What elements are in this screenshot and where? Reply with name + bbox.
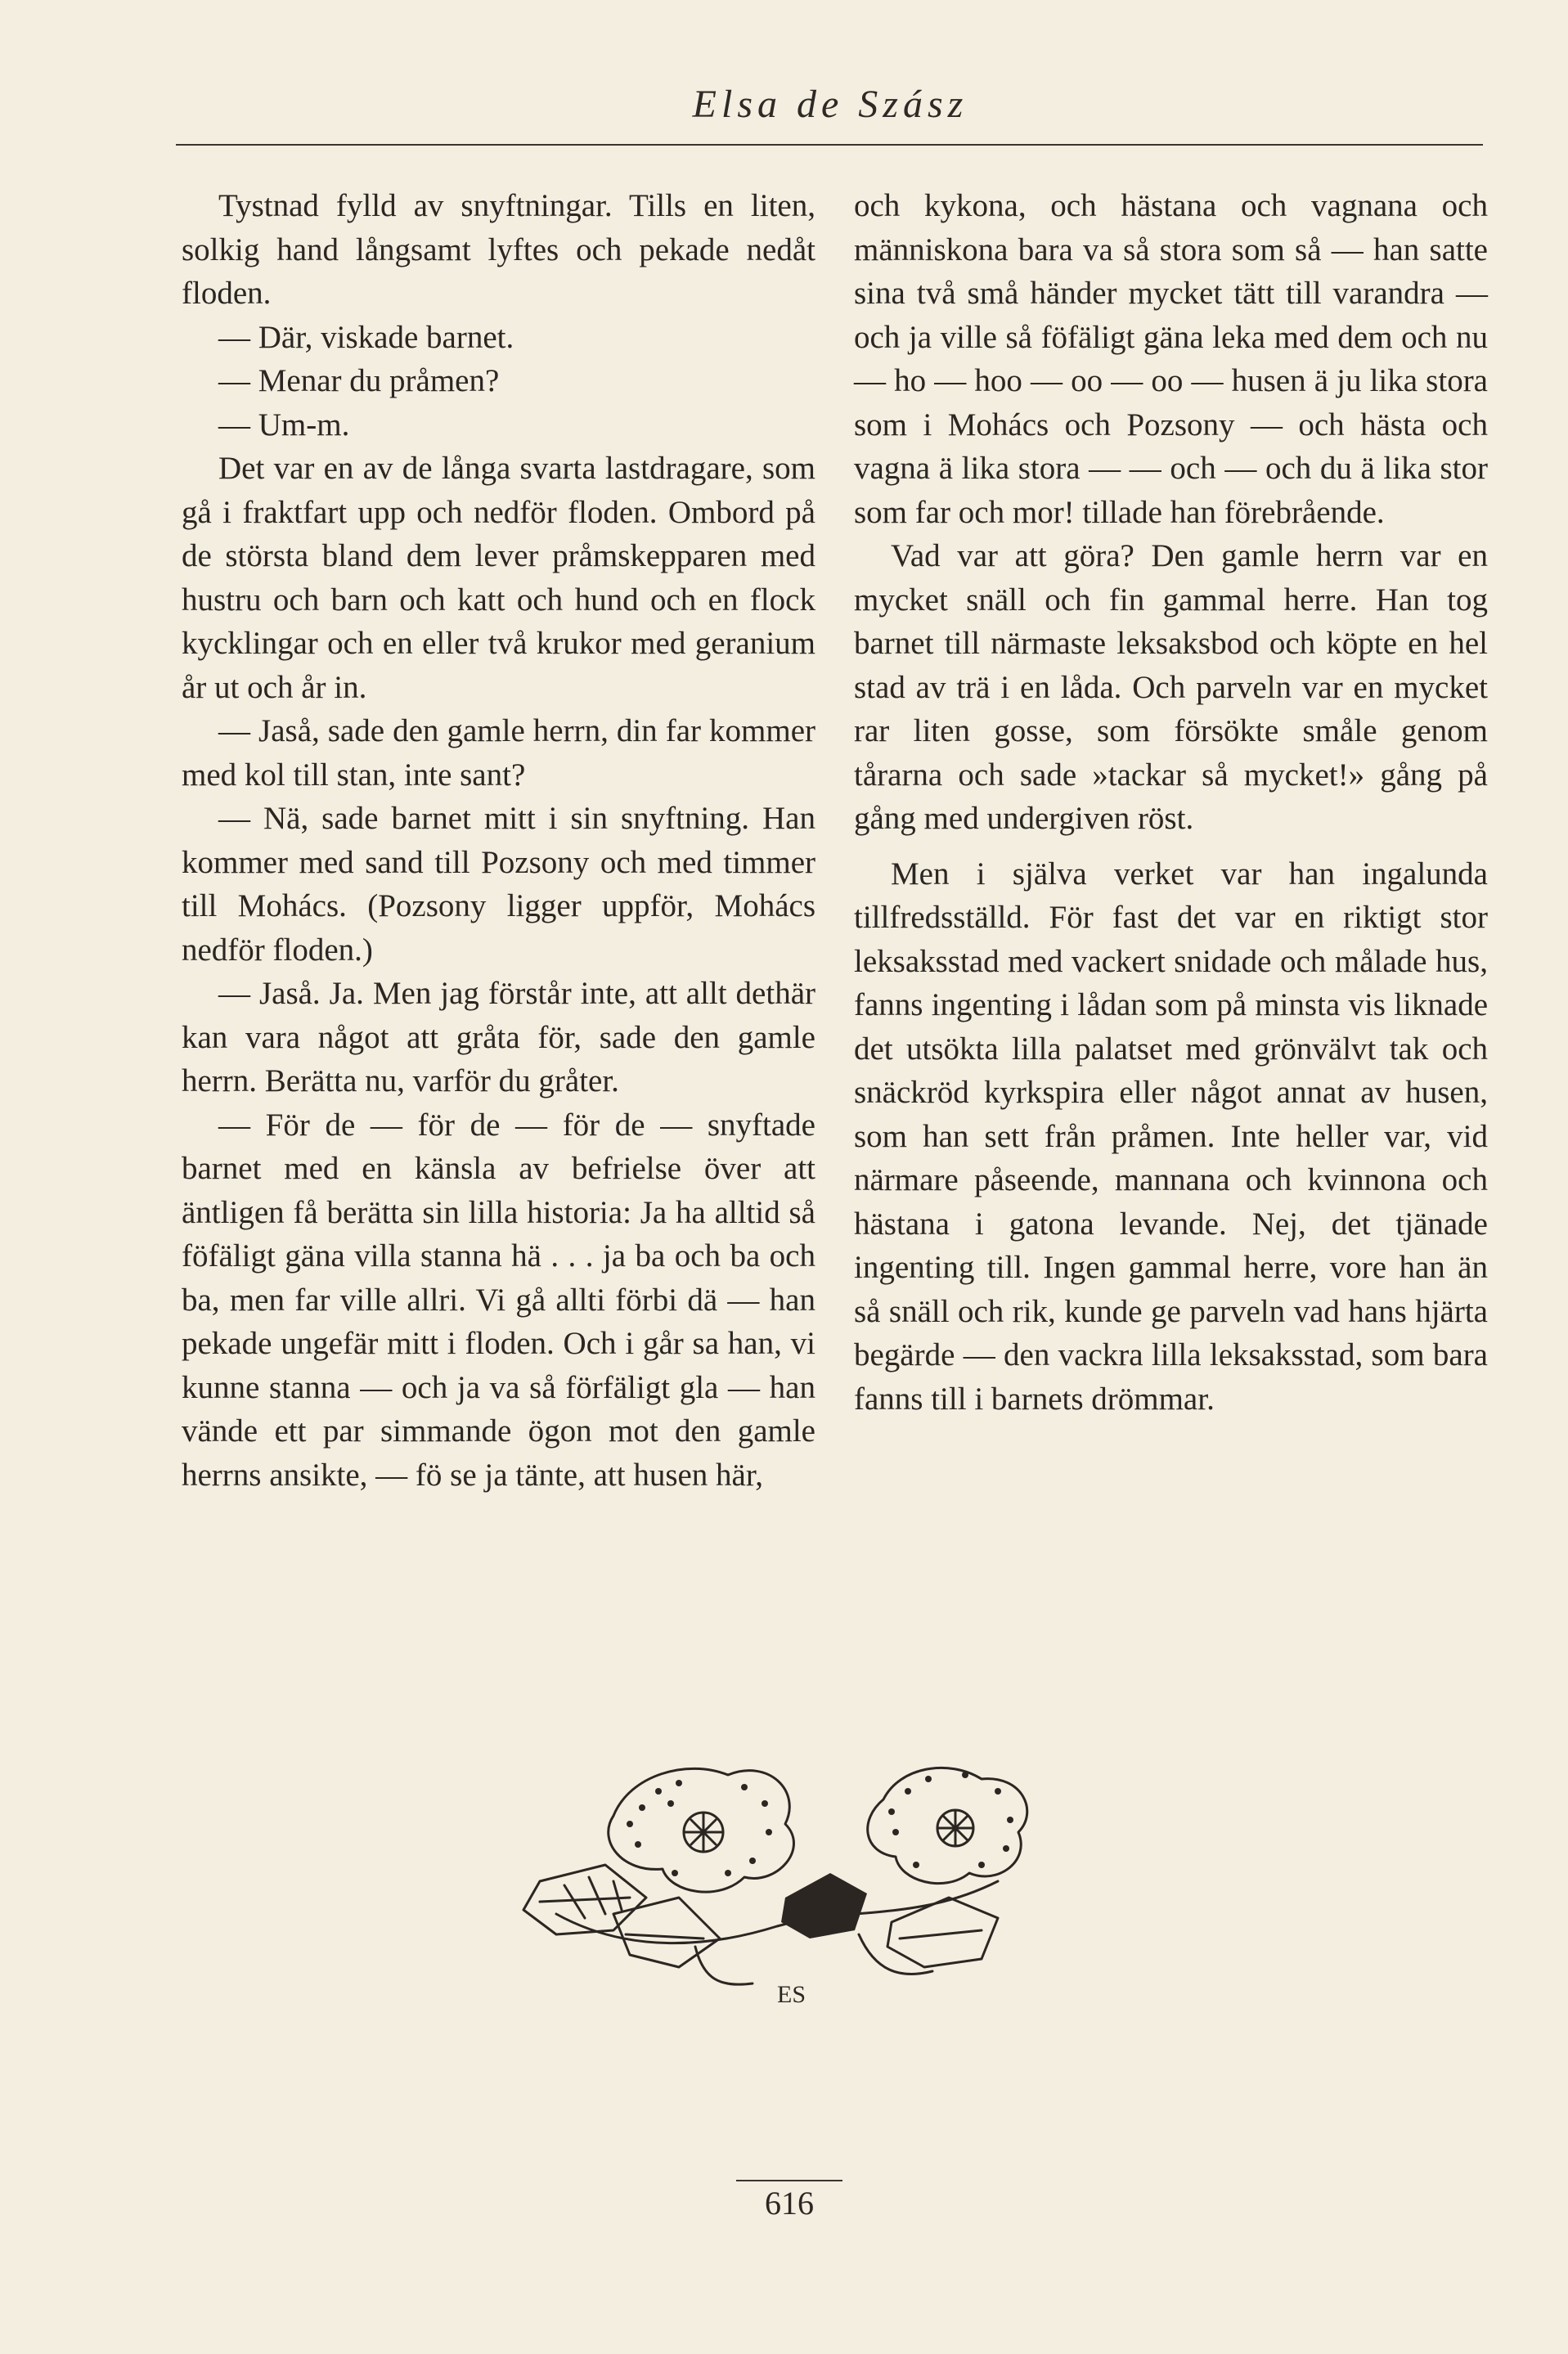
- paragraph: — Jaså. Ja. Men jag förstår inte, att allt dethär kan vara något att gråta för, sade den gamle herrn. Berätta nu, varför du gråter.: [182, 976, 815, 1098]
- header-rule: [176, 144, 1483, 146]
- paragraph: Vad var att göra? Den gamle herrn var en mycket snäll och fin gammal herre. Han tog barnet till närmaste leksaksbod och köpte en hel stad av trä i en låda. Och parveln var en mycket rar liten gosse, som försökte småle genom tårarna och sade »tackar så mycket!» gång på gång med undergiven röst.: [854, 538, 1488, 836]
- paragraph: Det var en av de långa svarta lastdragare, som gå i fraktfart upp och nedför floden. Ombord på de största bland dem lever pråmskepparen med hustru och barn och katt och hund och en flock kycklingar och en eller två krukor med geranium år ut och år in.: [182, 451, 815, 705]
- paragraph: — Nä, sade barnet mitt i sin snyftning. Han kommer med sand till Pozsony och med timmer till Mohács. (Pozsony ligger uppför, Mohács nedför floden.): [182, 801, 815, 968]
- paragraph: Men i själva verket var han ingalunda tillfredsställd. För fast det var en riktigt stor leksaksstad med vackert snidade och målade hus, fanns ingenting i lådan som på minsta vis liknade det utsökta lilla palatset med grönvälvt tak och snäckröd kyrkspira eller något annat av husen, som han sett från pråmen. Inte heller var, vid närmare påseende, mannana och kvinnona och hästana i gatona levande. Nej, det tjänade ingenting till. Ingen gammal herre, vore han än så snäll och rik, kunde ge parveln vad hans hjärta begärde — den vackra lilla leksaksstad, som bara fanns till i barnets drömmar.: [854, 856, 1488, 1417]
- paragraph: Tystnad fylld av snyftningar. Tills en liten, solkig hand långsamt lyftes och pekade nedåt floden.: [182, 188, 815, 311]
- paragraph: och kykona, och hästana och vagnana och människona bara va så stora som så — han satte sina två små händer mycket tätt till varandra — och ja ville så föfäligt gäna leka med dem och nu — ho — hoo — oo — oo — husen ä ju lika stora som i Mohács och Pozsony — och hästa och vagna ä lika stora — — och — och du ä lika stor som far och mor! tillade han förebrående.: [854, 188, 1488, 530]
- paragraph: — Där, viskade barnet.: [218, 319, 514, 355]
- running-header: Elsa de Szász: [692, 83, 968, 126]
- left-column: [182, 184, 815, 1497]
- paragraph: — För de — för de — för de — snyftade barnet med en känsla av befrielse över att äntligen få berätta sin lilla historia: Ja ha alltid så föfäligt gäna villa stanna hä . . . ja ba och ba och ba, men far ville allri. Vi gå allti förbi dä — han pekade ungefär mitt i floden. Och i går sa han, vi kunne stanna — och ja va så förfäligt gla — han vände ett par simmande ögon mot den gamle herrns ansikte, — fö se ja tänte, att husen här,: [182, 1107, 815, 1493]
- page-number: 616: [736, 2180, 842, 2224]
- paragraph: — Um-m.: [218, 407, 350, 442]
- paragraph: — Menar du pråmen?: [218, 363, 500, 398]
- paragraph: — Jaså, sade den gamle herrn, din far kommer med kol till stan, inte sant?: [182, 713, 815, 793]
- right-column: [854, 184, 1488, 1421]
- floral-vignette-icon: [507, 1742, 1047, 2012]
- monogram: ES: [777, 1981, 806, 2008]
